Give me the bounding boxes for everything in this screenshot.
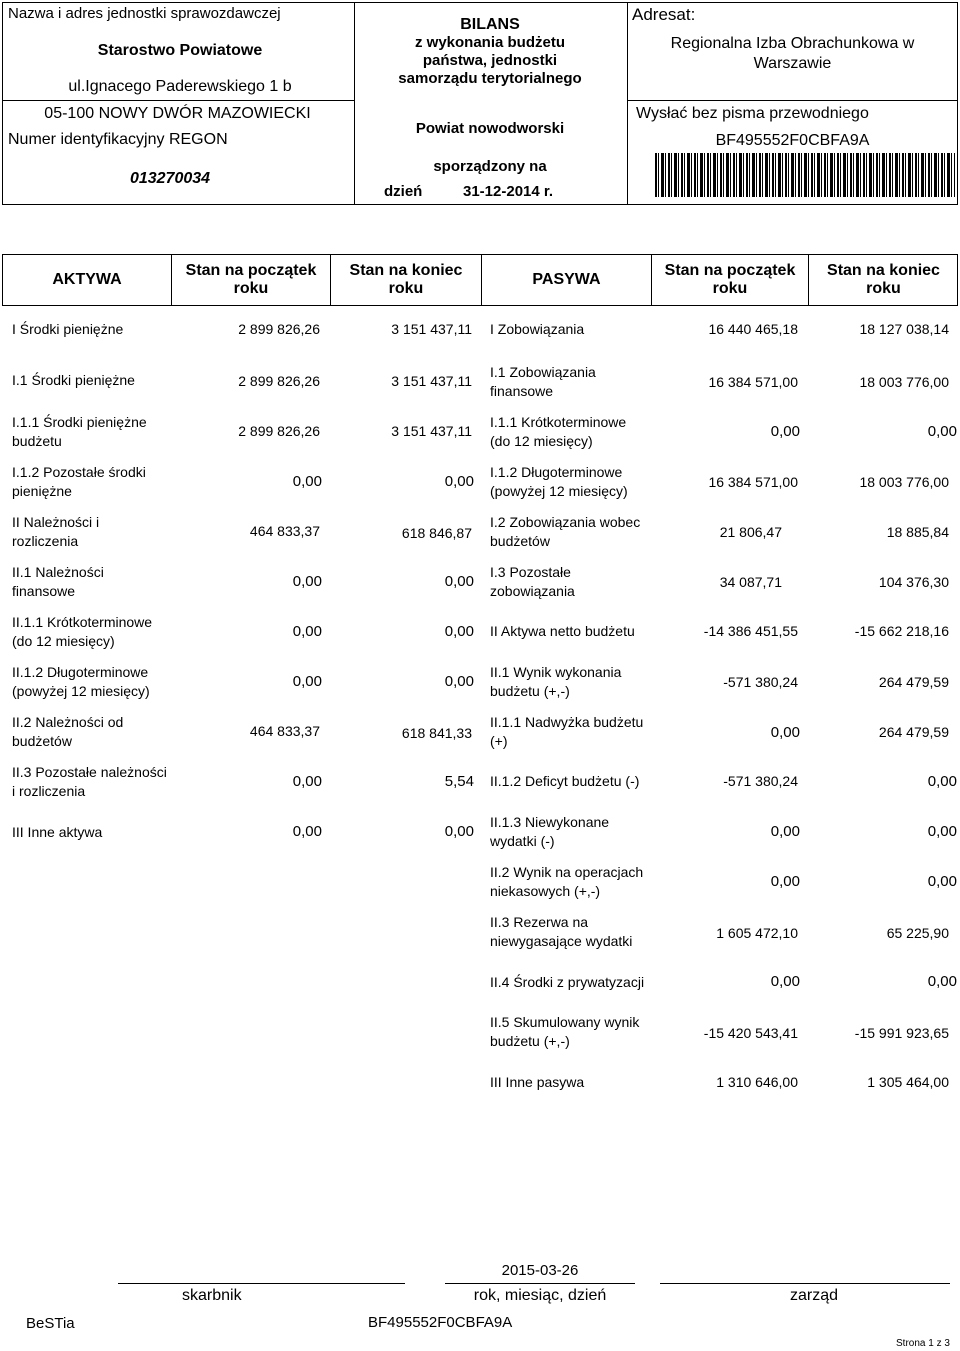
liability-label: III Inne pasywa xyxy=(490,1074,585,1090)
asset-end: 5,54 xyxy=(444,773,474,790)
liability-start: 21 806,47 xyxy=(719,524,782,540)
signature-line-treasurer xyxy=(118,1283,405,1284)
title-line-4: samorządu terytorialnego xyxy=(398,70,582,87)
asset-label: I.1 Środki pieniężne xyxy=(12,372,135,388)
liability-end: 0,00 xyxy=(927,773,957,790)
regon-number: 013270034 xyxy=(129,170,211,187)
liability-end: 104 376,30 xyxy=(878,574,949,590)
asset-label: II.1 Należności finansowe xyxy=(12,564,104,599)
unit-city: 05-100 NOWY DWÓR MAZOWIECKI xyxy=(44,105,311,122)
liability-end: 0,00 xyxy=(927,873,957,890)
asset-end: 0,00 xyxy=(444,823,474,840)
asset-label: II.1.1 Krótkoterminowe (do 12 miesięcy) xyxy=(12,614,153,649)
signature-line-date xyxy=(445,1283,635,1284)
board-label: zarząd xyxy=(790,1287,839,1304)
report-date: 31-12-2014 r. xyxy=(463,183,554,200)
liability-start: 1 310 646,00 xyxy=(716,1074,798,1090)
col-start-line-1: Stan na początek xyxy=(185,262,317,279)
asset-start: 0,00 xyxy=(292,623,322,640)
asset-start: 2 899 826,26 xyxy=(238,321,320,337)
barcode-image xyxy=(655,153,955,197)
liability-label: I.3 Pozostałe zobowiązania xyxy=(490,564,575,599)
software-name: BeSTia xyxy=(26,1315,75,1332)
asset-label: III Inne aktywa xyxy=(12,824,103,840)
treasurer-label: skarbnik xyxy=(182,1287,242,1304)
asset-start: 464 833,37 xyxy=(249,723,320,739)
addressee-line-2: Warszawie xyxy=(753,55,832,72)
asset-end: 618 841,33 xyxy=(401,725,472,741)
signature-line-board xyxy=(660,1283,950,1284)
liability-start: 0,00 xyxy=(770,973,800,990)
asset-end: 3 151 437,11 xyxy=(391,321,472,337)
day-label: dzień xyxy=(384,183,423,200)
liability-label: II Aktywa netto budżetu xyxy=(490,623,635,639)
liability-start: 0,00 xyxy=(770,823,800,840)
document-code: BF495552F0CBFA9A xyxy=(715,132,870,149)
col-end-line-1: Stan na koniec xyxy=(349,262,463,279)
liability-label: I.2 Zobowiązania wobec budżetów xyxy=(490,514,641,549)
liability-label: I Zobowiązania xyxy=(490,321,585,337)
report-title xyxy=(370,16,610,88)
liability-end: 264 479,59 xyxy=(878,724,949,740)
liability-start: 16 384 571,00 xyxy=(708,474,798,490)
liability-start: -15 420 543,41 xyxy=(703,1025,798,1041)
asset-start: 2 899 826,26 xyxy=(238,423,320,439)
asset-start: 0,00 xyxy=(292,673,322,690)
asset-label: II.2 Należności od budżetów xyxy=(12,714,124,749)
liability-end: 1 305 464,00 xyxy=(867,1074,949,1090)
asset-label: I Środki pieniężne xyxy=(12,321,124,337)
liability-start: -571 380,24 xyxy=(723,773,798,789)
asset-start: 0,00 xyxy=(292,823,322,840)
col-liab-start xyxy=(652,262,808,298)
date-label: rok, miesiąc, dzień xyxy=(473,1287,607,1304)
asset-end: 618 846,87 xyxy=(401,525,472,541)
unit-label: Nazwa i adres jednostki sprawozdawczej xyxy=(8,5,281,22)
liability-start: 1 605 472,10 xyxy=(716,925,798,941)
asset-end: 0,00 xyxy=(444,473,474,490)
asset-end: 0,00 xyxy=(444,673,474,690)
liability-start: 16 384 571,00 xyxy=(708,374,798,390)
asset-start: 2 899 826,26 xyxy=(238,373,320,389)
liability-label: II.1 Wynik wykonania budżetu (+,-) xyxy=(490,664,622,699)
col-start-line-2: roku xyxy=(233,280,269,297)
liability-start: 0,00 xyxy=(770,873,800,890)
liability-label: II.1.2 Deficyt budżetu (-) xyxy=(490,773,640,789)
liability-label: II.5 Skumulowany wynik budżetu (+,-) xyxy=(490,1014,640,1049)
send-note: Wysłać bez pisma przewodniego xyxy=(636,105,869,122)
col-end-line-1: Stan na koniec xyxy=(827,262,940,279)
col-start-line-1: Stan na początek xyxy=(664,262,796,279)
col-liab-end xyxy=(809,262,958,298)
liability-end: 18 003 776,00 xyxy=(859,474,949,490)
asset-label: I.1.1 Środki pieniężne budżetu xyxy=(12,414,147,449)
unit-street: ul.Ignacego Paderewskiego 1 b xyxy=(68,78,292,95)
asset-start: 0,00 xyxy=(292,473,322,490)
liability-label: II.1.3 Niewykonane wydatki (-) xyxy=(490,814,610,849)
liability-label: II.2 Wynik na operacjach niekasowych (+,-) xyxy=(490,864,644,899)
liability-label: II.4 Środki z prywatyzacji xyxy=(490,974,645,990)
prepared-on: sporządzony na xyxy=(433,158,547,175)
asset-start: 464 833,37 xyxy=(249,523,320,539)
liability-end: -15 991 923,65 xyxy=(854,1025,949,1041)
title-line-3: państwa, jednostki xyxy=(422,52,558,69)
unit-name: Starostwo Powiatowe xyxy=(97,42,263,59)
liability-end: 18 127 038,14 xyxy=(859,321,949,337)
liability-end: 0,00 xyxy=(927,423,957,440)
asset-end: 0,00 xyxy=(444,573,474,590)
liability-start: 0,00 xyxy=(770,724,800,741)
liability-start: 34 087,71 xyxy=(719,574,782,590)
regon-label: Numer identyfikacyjny REGON xyxy=(8,131,228,148)
liability-label: II.1.1 Nadwyżka budżetu (+) xyxy=(490,714,644,749)
asset-end: 3 151 437,11 xyxy=(391,373,472,389)
asset-label: I.1.2 Pozostałe środki pieniężne xyxy=(12,464,146,499)
unit-separator xyxy=(2,100,354,101)
liability-end: -15 662 218,16 xyxy=(854,623,949,639)
col-end-line-2: roku xyxy=(866,280,901,297)
liability-end: 0,00 xyxy=(927,973,957,990)
liability-start: -14 386 451,55 xyxy=(703,623,798,639)
sign-date: 2015-03-26 xyxy=(501,1262,579,1279)
liability-end: 65 225,90 xyxy=(886,925,949,941)
col-assets: AKTYWA xyxy=(52,271,122,288)
header-divider-1 xyxy=(354,2,355,205)
asset-label: II Należności i rozliczenia xyxy=(12,514,100,549)
liability-label: I.1 Zobowiązania finansowe xyxy=(490,364,596,399)
col-liabilities: PASYWA xyxy=(532,271,601,288)
liability-start: -571 380,24 xyxy=(723,674,798,690)
asset-label: II.3 Pozostałe należności i rozliczenia xyxy=(12,764,167,799)
col-assets-start xyxy=(172,262,330,298)
district-name: Powiat nowodworski xyxy=(415,120,565,137)
asset-end: 0,00 xyxy=(444,623,474,640)
title-line-2: z wykonania budżetu xyxy=(414,34,565,51)
liability-end: 18 885,84 xyxy=(886,524,949,540)
addressee-label: Adresat: xyxy=(632,5,696,24)
liability-end: 0,00 xyxy=(927,823,957,840)
liability-label: II.3 Rezerwa na niewygasające wydatki xyxy=(490,914,633,949)
asset-end: 3 151 437,11 xyxy=(391,423,472,439)
col-end-line-2: roku xyxy=(388,280,424,297)
header-divider-2 xyxy=(627,2,628,205)
addressee-separator xyxy=(627,100,958,101)
title-line-1: BILANS xyxy=(460,16,520,33)
col-start-line-2: roku xyxy=(712,280,748,297)
liability-start: 0,00 xyxy=(770,423,800,440)
asset-start: 0,00 xyxy=(292,573,322,590)
liability-label: I.1.2 Długoterminowe (powyżej 12 miesięcy) xyxy=(490,464,628,499)
liability-end: 18 003 776,00 xyxy=(859,374,949,390)
footer-doc-code: BF495552F0CBFA9A xyxy=(368,1314,513,1331)
col-assets-end xyxy=(331,262,481,298)
liability-label: I.1.1 Krótkoterminowe (do 12 miesięcy) xyxy=(490,414,627,449)
asset-label: II.1.2 Długoterminowe (powyżej 12 miesięcy) xyxy=(12,664,150,699)
liability-end: 264 479,59 xyxy=(878,674,949,690)
liability-start: 16 440 465,18 xyxy=(708,321,798,337)
asset-start: 0,00 xyxy=(292,773,322,790)
addressee-line-1: Regionalna Izba Obrachunkowa w xyxy=(670,35,915,52)
page-number: Strona 1 z 3 xyxy=(896,1338,950,1349)
